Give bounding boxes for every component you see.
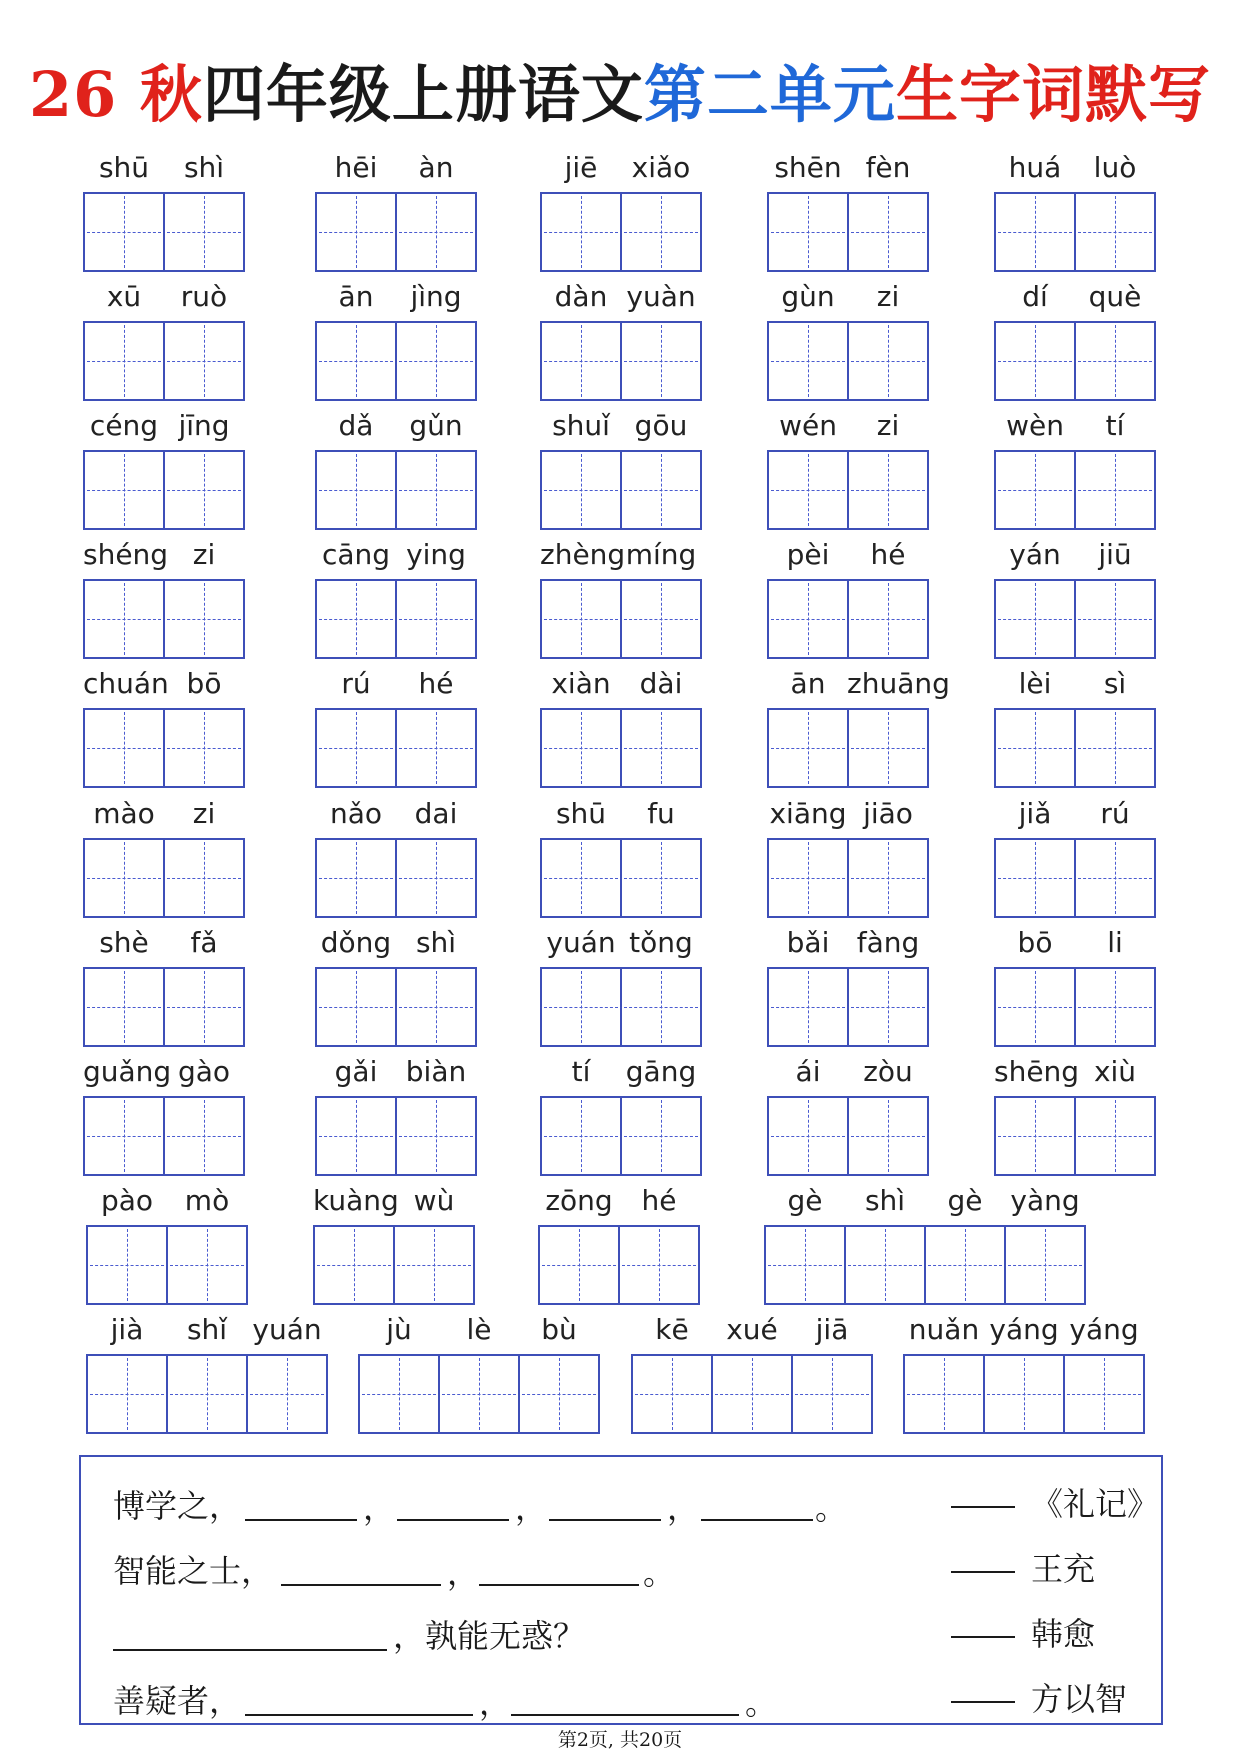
tianzige-cell[interactable] bbox=[540, 838, 622, 918]
pinyin: zi bbox=[876, 409, 900, 442]
writing-boxes bbox=[540, 321, 702, 401]
tianzige-cell[interactable] bbox=[767, 579, 849, 659]
pinyin: dài bbox=[639, 667, 683, 700]
tianzige-cell[interactable] bbox=[166, 1354, 248, 1434]
tianzige-cell[interactable] bbox=[844, 1225, 926, 1305]
writing-boxes bbox=[540, 579, 702, 659]
pinyin: huá bbox=[1008, 151, 1062, 184]
pinyin: jiā bbox=[815, 1313, 849, 1346]
tianzige-cell[interactable] bbox=[540, 450, 622, 530]
quote-line-2 bbox=[113, 1536, 1129, 1596]
tianzige-cell[interactable] bbox=[315, 967, 397, 1047]
quote-4-start: 善疑者， bbox=[113, 1682, 242, 1720]
writing-boxes bbox=[540, 1096, 702, 1176]
tianzige-cell[interactable] bbox=[395, 321, 477, 401]
pinyin: chuán bbox=[83, 667, 169, 700]
quote-4-comma: ， bbox=[479, 1684, 512, 1722]
pinyin: yáng bbox=[989, 1313, 1059, 1346]
tianzige-cell[interactable] bbox=[395, 579, 477, 659]
tianzige-cell[interactable] bbox=[395, 708, 477, 788]
title-grade: 四年级上册语文 bbox=[202, 58, 644, 131]
pinyin: shéng bbox=[83, 538, 169, 571]
pinyin: shì bbox=[415, 926, 457, 959]
quote-2-source-text: 王充 bbox=[1031, 1550, 1096, 1588]
pinyin: dǎ bbox=[338, 409, 374, 442]
tianzige-cell[interactable] bbox=[847, 1096, 929, 1176]
pinyin: dí bbox=[1022, 280, 1048, 313]
pinyin: nuǎn bbox=[908, 1313, 980, 1346]
writing-boxes bbox=[994, 192, 1156, 272]
writing-boxes bbox=[315, 321, 477, 401]
tianzige-cell[interactable] bbox=[395, 967, 477, 1047]
pinyin: jìng bbox=[410, 280, 462, 313]
tianzige-cell[interactable] bbox=[540, 967, 622, 1047]
quote-4-source-text: 方以智 bbox=[1031, 1680, 1128, 1718]
pinyin: jiē bbox=[564, 151, 598, 184]
tianzige-cell[interactable] bbox=[163, 967, 245, 1047]
tianzige-cell[interactable] bbox=[315, 450, 397, 530]
tianzige-cell[interactable] bbox=[711, 1354, 793, 1434]
pinyin: tǒng bbox=[629, 926, 693, 959]
pinyin: tí bbox=[571, 1055, 591, 1088]
pinyin: hé bbox=[641, 1184, 677, 1217]
writing-boxes bbox=[994, 838, 1156, 918]
tianzige-cell[interactable] bbox=[358, 1354, 440, 1434]
tianzige-cell[interactable] bbox=[83, 967, 165, 1047]
pinyin: gōu bbox=[634, 409, 688, 442]
answer-blank[interactable] bbox=[245, 1714, 473, 1716]
answer-blank[interactable] bbox=[397, 1519, 509, 1521]
tianzige-cell[interactable] bbox=[315, 321, 397, 401]
pinyin: bù bbox=[541, 1313, 577, 1346]
quote-1-comma: ， bbox=[667, 1489, 700, 1527]
tianzige-cell[interactable] bbox=[994, 1096, 1076, 1176]
writing-boxes bbox=[315, 708, 477, 788]
tianzige-cell[interactable] bbox=[1074, 1096, 1156, 1176]
tianzige-cell[interactable] bbox=[620, 967, 702, 1047]
tianzige-cell[interactable] bbox=[438, 1354, 520, 1434]
pinyin: zhuāng bbox=[847, 667, 950, 700]
pinyin: mào bbox=[93, 797, 155, 830]
pinyin: shuǐ bbox=[552, 409, 610, 442]
answer-blank[interactable] bbox=[701, 1519, 813, 1521]
writing-boxes bbox=[764, 1225, 1086, 1305]
pinyin: hēi bbox=[334, 151, 378, 184]
tianzige-cell[interactable] bbox=[1074, 579, 1156, 659]
pinyin: gùn bbox=[781, 280, 835, 313]
tianzige-cell[interactable] bbox=[767, 967, 849, 1047]
tianzige-cell[interactable] bbox=[540, 708, 622, 788]
writing-boxes bbox=[540, 450, 702, 530]
tianzige-cell[interactable] bbox=[395, 838, 477, 918]
tianzige-cell[interactable] bbox=[163, 838, 245, 918]
pinyin: nǎo bbox=[329, 797, 383, 830]
writing-boxes bbox=[767, 321, 929, 401]
pinyin: ái bbox=[795, 1055, 821, 1088]
pinyin: jīng bbox=[178, 409, 230, 442]
tianzige-cell[interactable] bbox=[315, 708, 397, 788]
tianzige-cell[interactable] bbox=[83, 1096, 165, 1176]
pinyin: fàng bbox=[856, 926, 920, 959]
title-task: 生字词默写 bbox=[895, 58, 1211, 131]
tianzige-cell[interactable] bbox=[315, 838, 397, 918]
tianzige-cell[interactable] bbox=[767, 708, 849, 788]
tianzige-cell[interactable] bbox=[1074, 321, 1156, 401]
quote-4-end: 。 bbox=[745, 1684, 778, 1722]
title-year: 26 秋 bbox=[29, 58, 203, 131]
tianzige-cell[interactable] bbox=[163, 321, 245, 401]
tianzige-cell[interactable] bbox=[620, 838, 702, 918]
quote-3-source bbox=[951, 1609, 1095, 1655]
writing-boxes bbox=[86, 1354, 328, 1434]
pinyin: què bbox=[1088, 280, 1142, 313]
tianzige-cell[interactable] bbox=[767, 192, 849, 272]
tianzige-cell[interactable] bbox=[791, 1354, 873, 1434]
pinyin: ruò bbox=[180, 280, 228, 313]
tianzige-cell[interactable] bbox=[620, 321, 702, 401]
quote-3-text: ，孰能无惑？ bbox=[393, 1617, 586, 1655]
writing-boxes bbox=[994, 1096, 1156, 1176]
pinyin: zi bbox=[192, 797, 216, 830]
pinyin: rú bbox=[1100, 797, 1130, 830]
tianzige-cell[interactable] bbox=[315, 1096, 397, 1176]
quote-line-3 bbox=[113, 1601, 1129, 1661]
pinyin: jiāo bbox=[863, 797, 913, 830]
tianzige-cell[interactable] bbox=[620, 1096, 702, 1176]
tianzige-cell[interactable] bbox=[767, 450, 849, 530]
pinyin: zōng bbox=[545, 1184, 613, 1217]
quote-2-end: 。 bbox=[643, 1554, 676, 1592]
pinyin: zhèng bbox=[540, 538, 626, 571]
pinyin: gǎi bbox=[334, 1055, 378, 1088]
writing-boxes bbox=[315, 838, 477, 918]
writing-boxes bbox=[767, 192, 929, 272]
writing-boxes bbox=[631, 1354, 873, 1434]
writing-boxes bbox=[83, 967, 245, 1047]
tianzige-cell[interactable] bbox=[767, 1096, 849, 1176]
pinyin: wù bbox=[413, 1184, 455, 1217]
pinyin: luò bbox=[1093, 151, 1137, 184]
tianzige-cell[interactable] bbox=[767, 321, 849, 401]
pinyin: dàn bbox=[554, 280, 608, 313]
tianzige-cell[interactable] bbox=[540, 321, 622, 401]
tianzige-cell[interactable] bbox=[924, 1225, 1006, 1305]
pinyin: pèi bbox=[786, 538, 830, 571]
tianzige-cell[interactable] bbox=[1074, 192, 1156, 272]
tianzige-cell[interactable] bbox=[847, 450, 929, 530]
tianzige-cell[interactable] bbox=[83, 838, 165, 918]
pinyin: shè bbox=[99, 926, 149, 959]
tianzige-cell[interactable] bbox=[166, 1225, 248, 1305]
pinyin: yàng bbox=[1010, 1184, 1080, 1217]
pinyin: ying bbox=[406, 538, 466, 571]
pinyin: dǒng bbox=[320, 926, 392, 959]
tianzige-cell[interactable] bbox=[994, 967, 1076, 1047]
title-unit: 第二单元 bbox=[643, 58, 896, 131]
tianzige-cell[interactable] bbox=[86, 1354, 168, 1434]
pinyin: kuàng bbox=[313, 1184, 399, 1217]
pinyin: gè bbox=[787, 1184, 823, 1217]
pinyin: xiǎo bbox=[631, 151, 691, 184]
pinyin: yuàn bbox=[626, 280, 696, 313]
writing-boxes bbox=[83, 708, 245, 788]
tianzige-cell[interactable] bbox=[540, 192, 622, 272]
tianzige-cell[interactable] bbox=[983, 1354, 1065, 1434]
writing-boxes bbox=[994, 450, 1156, 530]
pinyin: hé bbox=[418, 667, 454, 700]
page-number: 第2页, 共20页 bbox=[557, 1729, 683, 1751]
quote-section bbox=[79, 1455, 1163, 1725]
pinyin: yuán bbox=[546, 926, 616, 959]
pinyin: xué bbox=[726, 1313, 778, 1346]
writing-boxes bbox=[767, 967, 929, 1047]
tianzige-cell[interactable] bbox=[246, 1354, 328, 1434]
tianzige-cell[interactable] bbox=[1074, 450, 1156, 530]
tianzige-cell[interactable] bbox=[620, 450, 702, 530]
pinyin: xū bbox=[106, 280, 142, 313]
tianzige-cell[interactable] bbox=[540, 1096, 622, 1176]
tianzige-cell[interactable] bbox=[847, 321, 929, 401]
em-dash bbox=[951, 1701, 1015, 1703]
pinyin: shū bbox=[555, 797, 607, 830]
tianzige-cell[interactable] bbox=[1004, 1225, 1086, 1305]
answer-blank[interactable] bbox=[511, 1714, 739, 1716]
pinyin: gào bbox=[177, 1055, 231, 1088]
pinyin: shēng bbox=[994, 1055, 1080, 1088]
pinyin: yáng bbox=[1069, 1313, 1139, 1346]
writing-boxes bbox=[538, 1225, 700, 1305]
tianzige-cell[interactable] bbox=[1063, 1354, 1145, 1434]
tianzige-cell[interactable] bbox=[847, 192, 929, 272]
tianzige-cell[interactable] bbox=[994, 321, 1076, 401]
pinyin: sì bbox=[1103, 667, 1127, 700]
writing-boxes bbox=[315, 1096, 477, 1176]
tianzige-cell[interactable] bbox=[1074, 838, 1156, 918]
tianzige-cell[interactable] bbox=[620, 579, 702, 659]
tianzige-cell[interactable] bbox=[163, 1096, 245, 1176]
pinyin: fǎ bbox=[190, 926, 218, 959]
tianzige-cell[interactable] bbox=[764, 1225, 846, 1305]
tianzige-cell[interactable] bbox=[395, 1096, 477, 1176]
quote-2-start: 智能之士， bbox=[113, 1552, 274, 1590]
tianzige-cell[interactable] bbox=[618, 1225, 700, 1305]
pinyin: céng bbox=[89, 409, 159, 442]
writing-boxes bbox=[994, 321, 1156, 401]
tianzige-cell[interactable] bbox=[83, 321, 165, 401]
tianzige-cell[interactable] bbox=[1074, 708, 1156, 788]
tianzige-cell[interactable] bbox=[315, 192, 397, 272]
pinyin: mò bbox=[184, 1184, 230, 1217]
tianzige-cell[interactable] bbox=[994, 708, 1076, 788]
pinyin: xiù bbox=[1093, 1055, 1137, 1088]
tianzige-cell[interactable] bbox=[83, 708, 165, 788]
tianzige-cell[interactable] bbox=[540, 579, 622, 659]
pinyin: jiǎ bbox=[1018, 797, 1052, 830]
answer-blank[interactable] bbox=[549, 1519, 661, 1521]
writing-boxes bbox=[315, 450, 477, 530]
pinyin: gǔn bbox=[409, 409, 463, 442]
tianzige-cell[interactable] bbox=[315, 579, 397, 659]
tianzige-cell[interactable] bbox=[163, 192, 245, 272]
worksheet-title bbox=[0, 55, 1240, 135]
writing-boxes bbox=[903, 1354, 1145, 1434]
tianzige-cell[interactable] bbox=[163, 450, 245, 530]
writing-boxes bbox=[994, 708, 1156, 788]
tianzige-cell[interactable] bbox=[538, 1225, 620, 1305]
tianzige-cell[interactable] bbox=[393, 1225, 475, 1305]
tianzige-cell[interactable] bbox=[620, 708, 702, 788]
tianzige-cell[interactable] bbox=[395, 192, 477, 272]
pinyin: lèi bbox=[1018, 667, 1052, 700]
pinyin: jiū bbox=[1098, 538, 1132, 571]
writing-boxes bbox=[315, 579, 477, 659]
writing-boxes bbox=[994, 579, 1156, 659]
quote-2-source bbox=[951, 1544, 1095, 1590]
pinyin: gāng bbox=[625, 1055, 697, 1088]
quote-1-source-text: 《礼记》 bbox=[1031, 1485, 1160, 1523]
tianzige-cell[interactable] bbox=[994, 450, 1076, 530]
tianzige-cell[interactable] bbox=[631, 1354, 713, 1434]
pinyin: xiāng bbox=[769, 797, 847, 830]
writing-boxes bbox=[83, 1096, 245, 1176]
answer-blank[interactable] bbox=[245, 1519, 357, 1521]
pinyin: bō bbox=[1017, 926, 1053, 959]
pinyin: li bbox=[1107, 926, 1123, 959]
pinyin: bǎi bbox=[786, 926, 830, 959]
pinyin: zi bbox=[876, 280, 900, 313]
pinyin: jià bbox=[110, 1313, 144, 1346]
pinyin: shēn bbox=[774, 151, 842, 184]
tianzige-cell[interactable] bbox=[767, 838, 849, 918]
writing-boxes bbox=[767, 708, 929, 788]
pinyin: shū bbox=[98, 151, 150, 184]
tianzige-cell[interactable] bbox=[994, 192, 1076, 272]
pinyin: fèn bbox=[865, 151, 911, 184]
writing-boxes bbox=[540, 967, 702, 1047]
writing-boxes bbox=[540, 192, 702, 272]
writing-boxes bbox=[315, 967, 477, 1047]
tianzige-cell[interactable] bbox=[395, 450, 477, 530]
writing-boxes bbox=[994, 967, 1156, 1047]
pinyin: zi bbox=[192, 538, 216, 571]
quote-line-1 bbox=[113, 1471, 1160, 1531]
tianzige-cell[interactable] bbox=[1074, 967, 1156, 1047]
pinyin: hé bbox=[870, 538, 906, 571]
writing-boxes bbox=[358, 1354, 600, 1434]
pinyin: shì bbox=[864, 1184, 906, 1217]
pinyin: yuán bbox=[252, 1313, 322, 1346]
writing-boxes bbox=[767, 838, 929, 918]
tianzige-cell[interactable] bbox=[994, 579, 1076, 659]
pinyin: míng bbox=[625, 538, 697, 571]
pinyin: tí bbox=[1105, 409, 1125, 442]
em-dash bbox=[951, 1506, 1015, 1508]
tianzige-cell[interactable] bbox=[83, 579, 165, 659]
quote-3-source-text: 韩愈 bbox=[1031, 1615, 1096, 1653]
tianzige-cell[interactable] bbox=[86, 1225, 168, 1305]
writing-boxes bbox=[86, 1225, 248, 1305]
tianzige-cell[interactable] bbox=[313, 1225, 395, 1305]
pinyin: kē bbox=[655, 1313, 689, 1346]
answer-blank[interactable] bbox=[113, 1649, 387, 1651]
writing-boxes bbox=[83, 579, 245, 659]
em-dash bbox=[951, 1571, 1015, 1573]
tianzige-cell[interactable] bbox=[847, 967, 929, 1047]
quote-1-end: 。 bbox=[815, 1489, 848, 1527]
pinyin: cāng bbox=[321, 538, 391, 571]
pinyin: ān bbox=[338, 280, 374, 313]
pinyin: shǐ bbox=[186, 1313, 228, 1346]
writing-boxes bbox=[83, 321, 245, 401]
quote-1-comma: ， bbox=[363, 1489, 396, 1527]
quote-line-4 bbox=[113, 1666, 1129, 1726]
pinyin: shì bbox=[183, 151, 225, 184]
pinyin: bō bbox=[186, 667, 222, 700]
pinyin: dai bbox=[414, 797, 458, 830]
pinyin: pào bbox=[100, 1184, 154, 1217]
pinyin: àn bbox=[418, 151, 454, 184]
tianzige-cell[interactable] bbox=[83, 450, 165, 530]
pinyin: rú bbox=[341, 667, 371, 700]
quote-4-source bbox=[951, 1674, 1127, 1720]
pinyin: wén bbox=[779, 409, 837, 442]
writing-boxes bbox=[767, 450, 929, 530]
writing-boxes bbox=[540, 708, 702, 788]
pinyin: jù bbox=[386, 1313, 412, 1346]
writing-boxes bbox=[315, 192, 477, 272]
pinyin: lè bbox=[466, 1313, 492, 1346]
writing-boxes bbox=[83, 838, 245, 918]
pinyin: biàn bbox=[405, 1055, 467, 1088]
pinyin: gè bbox=[947, 1184, 983, 1217]
pinyin: wèn bbox=[1006, 409, 1064, 442]
writing-boxes bbox=[540, 838, 702, 918]
tianzige-cell[interactable] bbox=[847, 838, 929, 918]
writing-boxes bbox=[83, 450, 245, 530]
answer-blank[interactable] bbox=[479, 1584, 639, 1586]
tianzige-cell[interactable] bbox=[994, 838, 1076, 918]
pinyin: ān bbox=[790, 667, 826, 700]
tianzige-cell[interactable] bbox=[518, 1354, 600, 1434]
writing-boxes bbox=[83, 192, 245, 272]
writing-boxes bbox=[767, 579, 929, 659]
tianzige-cell[interactable] bbox=[903, 1354, 985, 1434]
tianzige-cell[interactable] bbox=[83, 192, 165, 272]
pinyin: guǎng bbox=[83, 1055, 172, 1088]
tianzige-cell[interactable] bbox=[163, 708, 245, 788]
pinyin: yán bbox=[1009, 538, 1061, 571]
writing-boxes bbox=[313, 1225, 475, 1305]
em-dash bbox=[951, 1636, 1015, 1638]
tianzige-cell[interactable] bbox=[620, 192, 702, 272]
pinyin: zòu bbox=[863, 1055, 913, 1088]
quote-2-comma: ， bbox=[447, 1554, 480, 1592]
tianzige-cell[interactable] bbox=[163, 579, 245, 659]
quote-1-source bbox=[951, 1479, 1159, 1525]
pinyin: xiàn bbox=[551, 667, 611, 700]
answer-blank[interactable] bbox=[281, 1584, 441, 1586]
quote-1-start: 博学之， bbox=[113, 1487, 242, 1525]
pinyin: fu bbox=[647, 797, 675, 830]
tianzige-cell[interactable] bbox=[847, 579, 929, 659]
writing-boxes bbox=[767, 1096, 929, 1176]
tianzige-cell[interactable] bbox=[847, 708, 929, 788]
quote-1-comma: ， bbox=[515, 1489, 548, 1527]
